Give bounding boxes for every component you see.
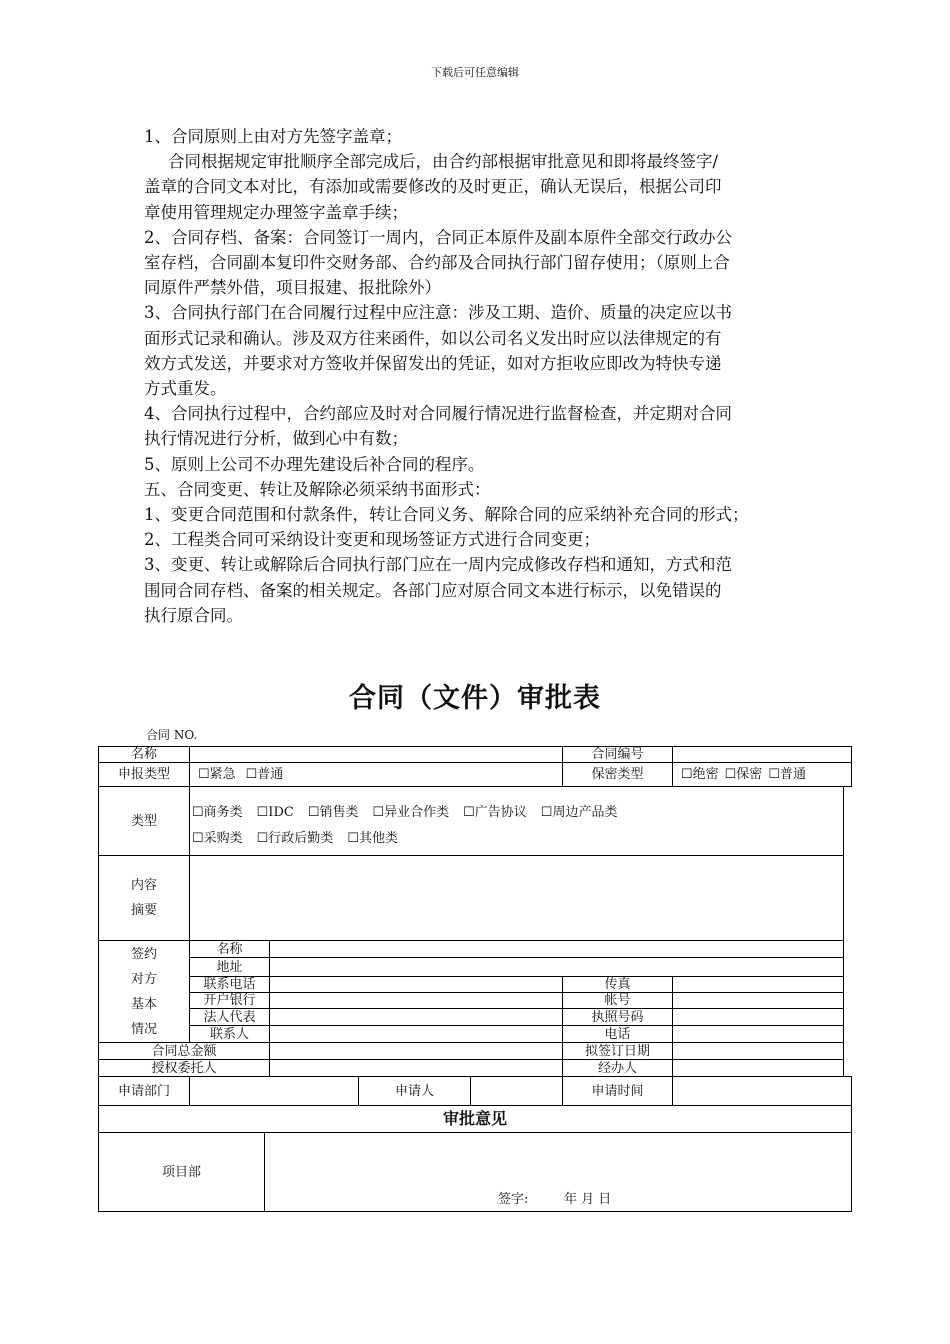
secrecy-options bbox=[672, 762, 852, 787]
type-option-checkbox[interactable]: ☐其他类 bbox=[347, 831, 398, 846]
report-type-label: 申报类型 bbox=[98, 762, 190, 787]
type-label: 类型 bbox=[98, 786, 190, 856]
paragraph-line: 执行情况进行分析，做到心中有数； bbox=[144, 429, 408, 449]
summary-label-line2: 摘要 bbox=[130, 903, 157, 918]
report-normal-checkbox[interactable]: ☐普通 bbox=[245, 767, 284, 782]
paragraph-line: 室存档，合同副本复印件交财务部、合约部及合同执行部门留存使用；（原则上合 bbox=[144, 253, 730, 273]
paragraph-line: 1、合同原则上由对方先签字盖章； bbox=[144, 127, 402, 146]
secrecy-normal-checkbox[interactable]: ☐普通 bbox=[768, 767, 806, 782]
paragraph-line: 3、变更、转让或解除后合同执行部门应在一周内完成修改存档和通知，方式和范 bbox=[144, 555, 732, 575]
paragraph-line: 合同根据规定审批顺序全部完成后，由合约部根据审批意见和即将最终签字/ bbox=[168, 152, 719, 172]
type-options-row2 bbox=[192, 827, 412, 846]
report-type-options bbox=[189, 762, 563, 787]
tel-label: 电话 bbox=[562, 1025, 673, 1043]
paragraph-line: 5、原则上公司不办理先建设后补合同的程序。 bbox=[144, 454, 485, 474]
apply-time-label: 申请时间 bbox=[562, 1076, 673, 1106]
summary-input[interactable] bbox=[189, 855, 844, 941]
paragraph-line: 面形式记录和确认。涉及双方往来函件，如以公司名义发出时应以法律规定的有 bbox=[144, 328, 722, 348]
type-options-row1 bbox=[192, 801, 631, 820]
party-address-label: 地址 bbox=[189, 957, 270, 977]
paragraph-line: 五、合同变更、转让及解除必须采纳书面形式： bbox=[144, 479, 491, 499]
contract-no-label: 合同 NO. bbox=[146, 728, 198, 742]
planned-date-label: 拟签订日期 bbox=[562, 1042, 673, 1060]
paragraph-line: 2、合同存档、备案：合同签订一周内，合同正本原件及副本原件全部交行政办公 bbox=[144, 227, 732, 247]
paragraph-line: 3、合同执行部门在合同履行过程中应注意：涉及工期、造价、质量的决定应以书 bbox=[144, 303, 732, 323]
apply-dept-label: 申请部门 bbox=[98, 1076, 190, 1106]
type-option-checkbox[interactable]: ☐IDC bbox=[256, 805, 294, 820]
paragraph-line: 盖章的合同文本对比，有添加或需要修改的及时更正，确认无误后，根据公司印 bbox=[144, 177, 722, 197]
party-label-line1: 签约 bbox=[130, 946, 157, 962]
paragraph-line: 2、工程类合同可采纳设计变更和现场签证方式进行合同变更； bbox=[144, 530, 600, 550]
party-phone-value[interactable] bbox=[269, 976, 563, 993]
name-value[interactable] bbox=[189, 746, 563, 763]
secrecy-type-label: 保密类型 bbox=[562, 762, 673, 787]
tel-value[interactable] bbox=[672, 1025, 844, 1043]
account-value[interactable] bbox=[672, 992, 844, 1009]
counterparty-label bbox=[98, 940, 190, 1043]
type-option-checkbox[interactable]: ☐广告协议 bbox=[463, 805, 527, 820]
date-label: 年 月 日 bbox=[564, 1192, 612, 1207]
secrecy-top-checkbox[interactable]: ☐绝密 bbox=[681, 767, 719, 782]
party-label-line2: 对方 bbox=[130, 971, 157, 987]
license-no-value[interactable] bbox=[672, 1008, 844, 1026]
type-option-checkbox[interactable]: ☐周边产品类 bbox=[540, 805, 618, 820]
contact-value[interactable] bbox=[269, 1025, 563, 1043]
paragraph-line: 执行原合同。 bbox=[144, 605, 243, 625]
type-option-checkbox[interactable]: ☐异业合作类 bbox=[372, 805, 450, 820]
contract-number-value[interactable] bbox=[672, 746, 852, 763]
bank-label: 开户银行 bbox=[189, 992, 270, 1009]
paragraph-line: 4、合同执行过程中，合约部应及时对合同履行情况进行监督检查，并定期对合同 bbox=[144, 404, 732, 424]
approval-header: 审批意见 bbox=[98, 1105, 852, 1133]
summary-label-line1: 内容 bbox=[130, 878, 157, 893]
contract-number-label: 合同编号 bbox=[562, 746, 673, 763]
apply-time-value[interactable] bbox=[672, 1076, 852, 1106]
form-title: 合同（文件）审批表 bbox=[349, 683, 601, 714]
account-label: 帐号 bbox=[562, 992, 673, 1009]
legal-rep-value[interactable] bbox=[269, 1008, 563, 1026]
project-dept-opinion[interactable] bbox=[264, 1132, 852, 1212]
summary-label bbox=[98, 855, 190, 941]
secrecy-confidential-checkbox[interactable]: ☐保密 bbox=[724, 767, 763, 782]
name-label: 名称 bbox=[98, 746, 190, 763]
applicant-value[interactable] bbox=[470, 1076, 563, 1106]
planned-date-value[interactable] bbox=[672, 1042, 844, 1060]
type-option-checkbox[interactable]: ☐商务类 bbox=[192, 805, 243, 820]
applicant-label: 申请人 bbox=[358, 1076, 471, 1106]
bank-value[interactable] bbox=[269, 992, 563, 1009]
contact-label: 联系人 bbox=[189, 1025, 270, 1043]
paragraph-line: 章使用管理规定办理签字盖章手续； bbox=[144, 202, 408, 222]
apply-dept-value[interactable] bbox=[189, 1076, 359, 1106]
signature-label: 签字: bbox=[498, 1192, 529, 1207]
authorized-label: 授权委托人 bbox=[98, 1059, 270, 1077]
paragraph-line: 1、变更合同范围和付款条件，转让合同义务、解除合同的应采纳补充合同的形式； bbox=[144, 505, 749, 525]
paragraph-line: 方式重发。 bbox=[144, 379, 227, 399]
paragraph-line: 围同合同存档、备案的相关规定。各部门应对原合同文本进行标示，以免错误的 bbox=[144, 580, 722, 600]
party-name-value[interactable] bbox=[269, 940, 844, 958]
handler-label: 经办人 bbox=[562, 1059, 673, 1077]
party-phone-label: 联系电话 bbox=[189, 976, 270, 993]
paragraph-line: 同原件严禁外借，项目报建、报批除外） bbox=[144, 278, 441, 298]
fax-value[interactable] bbox=[672, 976, 844, 993]
type-option-checkbox[interactable]: ☐销售类 bbox=[307, 805, 359, 820]
license-no-label: 执照号码 bbox=[562, 1008, 673, 1026]
report-urgent-checkbox[interactable]: ☐紧急 bbox=[198, 767, 236, 782]
project-dept-label: 项目部 bbox=[98, 1132, 265, 1212]
handler-value[interactable] bbox=[672, 1059, 844, 1077]
party-name-label: 名称 bbox=[189, 940, 270, 958]
party-address-value[interactable] bbox=[269, 957, 844, 977]
type-option-checkbox[interactable]: ☐行政后勤类 bbox=[256, 831, 334, 846]
legal-rep-label: 法人代表 bbox=[189, 1008, 270, 1026]
fax-label: 传真 bbox=[562, 976, 673, 993]
total-amount-label: 合同总金额 bbox=[98, 1042, 270, 1060]
page-header-note: 下载后可任意编辑 bbox=[431, 66, 519, 79]
authorized-value[interactable] bbox=[269, 1059, 563, 1077]
party-label-line3: 基本 bbox=[130, 996, 157, 1012]
paragraph-line: 效方式发送，并要求对方签收并保留发出的凭证，如对方拒收应即改为特快专递 bbox=[144, 353, 722, 373]
total-amount-value[interactable] bbox=[269, 1042, 563, 1060]
type-option-checkbox[interactable]: ☐采购类 bbox=[192, 831, 243, 846]
party-label-line4: 情况 bbox=[130, 1021, 157, 1037]
